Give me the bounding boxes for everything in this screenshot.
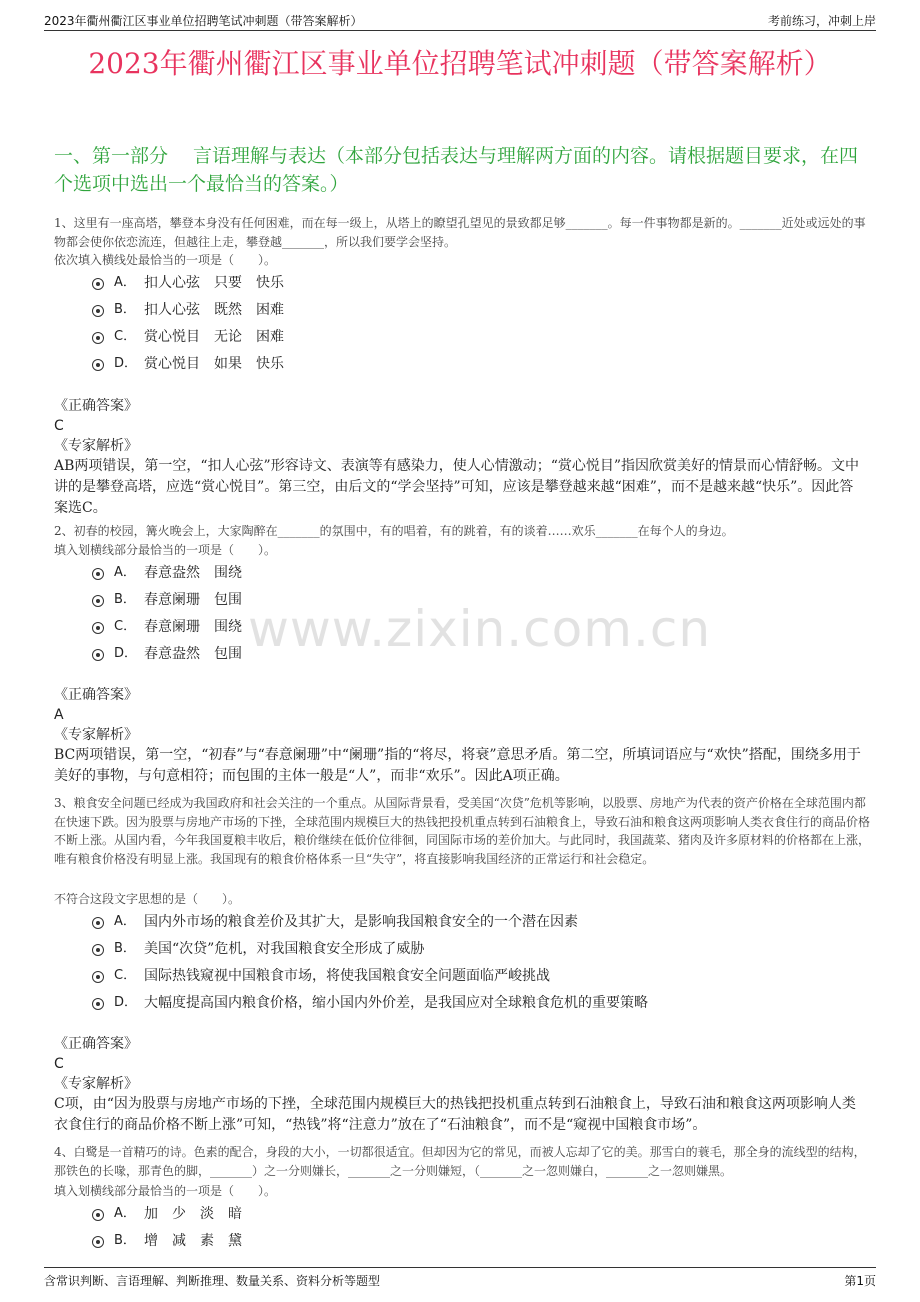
analysis-text: AB两项错误，第一空，“扣人心弦”形容诗文、表演等有感染力，使人心情激动；“赏心悦目”指因欣赏美好的情景而心情舒畅。文中讲的是攀登高塔，应选“赏心悦目”。第三空，由后文的“学会坚持”可知，应该是攀登越来越“困难”，而不是越来越“快乐”。因此答案选C。 — [54, 458, 860, 516]
answer-title: 《正确答案》 — [54, 687, 138, 703]
analysis-text: BC两项错误，第一空，“初春”与“春意阑珊”中“阑珊”指的“将尽，将衰”意思矛盾。第二空，所填词语应与“欢快”搭配，围绕多用于美好的事物，与句意相符；而包围的主体一般是“人”，而非“欢乐”。因此A项正确。 — [54, 747, 861, 784]
answer-value: C — [54, 1056, 64, 1072]
radio-icon[interactable] — [92, 595, 104, 607]
analysis-title: 《专家解析》 — [54, 727, 138, 743]
header-doc-title: 2023年衢州衢江区事业单位招聘笔试冲刺题（带答案解析） — [44, 14, 363, 28]
question-4-stem: 4、白鹭是一首精巧的诗。色素的配合，身段的大小，一切都很适宜。但却因为它的常见，而被人忘却了它的美。那雪白的蓑毛，那全身的流线型的结构，那铁色的长喙，那青色的脚，_______）之一分则嫌长，_______之一分则嫌短，（_______之一忽则嫌白，_______之一忽则嫌黑。 — [54, 1145, 866, 1178]
question-4-prompt: 填入划横线部分最恰当的一项是（ ）。 — [54, 1184, 277, 1198]
radio-icon[interactable] — [92, 971, 104, 983]
radio-icon[interactable] — [92, 1209, 104, 1221]
radio-icon[interactable] — [92, 278, 104, 290]
analysis-title: 《专家解析》 — [54, 1076, 138, 1092]
radio-icon[interactable] — [92, 332, 104, 344]
answer-title: 《正确答案》 — [54, 1036, 138, 1052]
analysis-title: 《专家解析》 — [54, 438, 138, 454]
radio-icon[interactable] — [92, 1236, 104, 1248]
question-2-answer-block — [54, 685, 866, 787]
document-title: 2023年衢州衢江区事业单位招聘笔试冲刺题（带答案解析） — [88, 47, 832, 80]
radio-icon[interactable] — [92, 305, 104, 317]
footer-note: 含常识判断、言语理解、判断推理、数量关系、资料分析等题型 — [44, 1274, 381, 1288]
radio-icon[interactable] — [92, 944, 104, 956]
radio-icon[interactable] — [92, 649, 104, 661]
page-footer — [44, 1267, 876, 1289]
question-1-stem: 1、这里有一座高塔，攀登本身没有任何困难，而在每一级上，从塔上的瞭望孔望见的景致都足够_______。每一件事物都是新的。_______近处或远处的事物都会使你依恋流连，但越往上走，攀登越_______，所以我们要学会坚持。 — [54, 216, 866, 249]
radio-icon[interactable] — [92, 622, 104, 634]
question-1-prompt: 依次填入横线处最恰当的一项是（ ）。 — [54, 253, 277, 267]
answer-value: C — [54, 418, 64, 434]
answer-title: 《正确答案》 — [54, 398, 138, 414]
radio-icon[interactable] — [92, 917, 104, 929]
answer-value: A — [54, 707, 64, 723]
question-3-stem: 3、粮食安全问题已经成为我国政府和社会关注的一个重点。从国际背景看，受美国“次贷”危机等影响，以股票、房地产为代表的资产价格在全球范围内都在快速下跌。因为股票与房地产市场的下挫，全球范围内规模巨大的热钱把投机重点转到石油粮食上，导致石油和粮食这两项影响人类衣食住行的商品价格不断上涨。从国内看，今年我国夏粮丰收后，粮价继续在低价位徘徊，同国际市场的差价加大。与此同时，我国蔬菜、猪肉及许多原材料的价格都在上涨，唯有粮食价格没有明显上涨。我国现有的粮食价格体系一旦“失守”，将直接影响我国经济的正常运行和社会稳定。 — [54, 796, 871, 866]
question-1-answer-block — [54, 396, 866, 519]
question-3-answer-block — [54, 1034, 866, 1136]
analysis-text: C项，由“因为股票与房地产市场的下挫，全球范围内规模巨大的热钱把投机重点转到石油粮食上，导致石油和粮食这两项影响人类衣食住行的商品价格不断上涨”可知，“热钱”将“注意力”放在了“石油粮食”，而不是“窥视中国粮食市场”。 — [54, 1096, 856, 1133]
page-header — [44, 8, 876, 31]
section-heading: 一、第一部分 言语理解与表达（本部分包括表达与理解两方面的内容。请根据题目要求，在四个选项中选出一个最恰当的答案。） — [54, 145, 859, 195]
question-2-stem: 2、初春的校园，篝火晚会上，大家陶醉在_______的氛围中，有的唱着，有的跳着，有的谈着……欢乐_______在每个人的身边。 — [54, 524, 734, 538]
question-2-prompt: 填入划横线部分最恰当的一项是（ ）。 — [54, 543, 277, 557]
radio-icon[interactable] — [92, 998, 104, 1010]
header-slogan: 考前练习，冲刺上岸 — [767, 14, 876, 28]
question-3-prompt: 不符合这段文字思想的是（ ）。 — [54, 892, 241, 906]
watermark: www.zixin.com.cn — [248, 600, 712, 658]
page-number: 第1页 — [844, 1274, 876, 1288]
radio-icon[interactable] — [92, 359, 104, 371]
radio-icon[interactable] — [92, 568, 104, 580]
